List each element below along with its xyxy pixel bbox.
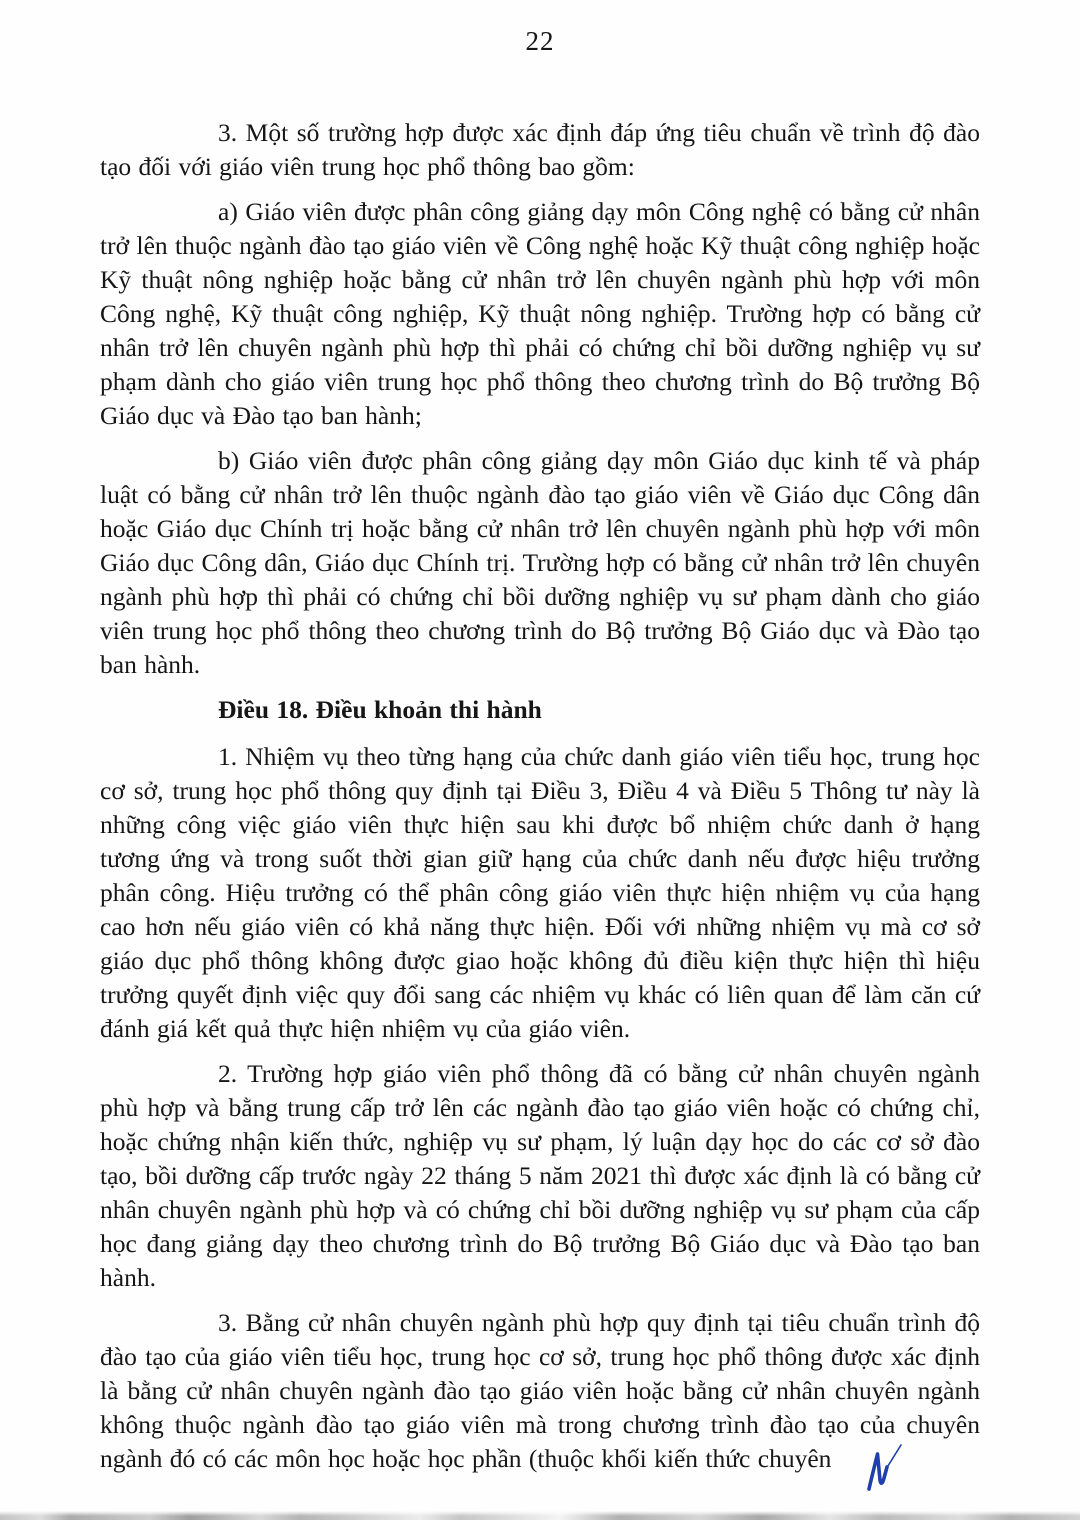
paragraph-clause-3-partial: 3. Bằng cử nhân chuyên ngành phù hợp quy định tại tiêu chuẩn trình độ đào tạo của giáo viên tiểu học, trung học cơ sở, trung học phổ thông được xác định là bằng cử nhân chuyên ngành đào tạo giáo viên hoặc bằng cử nhân chuyên ngành không thuộc ngành đào tạo giáo viên mà trong chương trình đào tạo của chuyên ngành đó có các môn học hoặc học phần (thuộc khối kiến thức chuyên — [100, 1308, 980, 1473]
pen-initial-mark-icon — [864, 1442, 906, 1492]
paragraph-intro-3: 3. Một số trường hợp được xác định đáp ứng tiêu chuẩn về trình độ đào tạo đối với giáo viên trung học phổ thông bao gồm: — [100, 118, 980, 181]
section-heading-dieu-18: Điều 18. Điều khoản thi hành — [218, 695, 542, 724]
paragraph-clause-1: 1. Nhiệm vụ theo từng hạng của chức danh giáo viên tiểu học, trung học cơ sở, trung học phổ thông quy định tại Điều 3, Điều 4 và Điều 5 Thông tư này là những công việc giáo viên thực hiện sau khi được bổ nhiệm chức danh ở hạng tương ứng và trong suốt thời gian giữ hạng của chức danh nếu được hiệu trưởng phân công. Hiệu trưởng có thể phân công giáo viên thực hiện nhiệm vụ của hạng cao hơn nếu giáo viên có khả năng thực hiện. Đối với những nhiệm vụ mà cơ sở giáo dục phổ thông không được giao hoặc không đủ điều kiện thực hiện thì hiệu trưởng quyết định việc quy đổi sang các nhiệm vụ khác có liên quan để làm căn cứ đánh giá kết quả thực hiện nhiệm vụ của giáo viên. — [100, 742, 980, 1043]
scan-edge-artifact — [0, 1511, 1080, 1520]
document-body — [100, 116, 980, 1487]
paragraph-point-a: a) Giáo viên được phân công giảng dạy môn Công nghệ có bằng cử nhân trở lên thuộc ngành đào tạo giáo viên về Công nghệ hoặc Kỹ thuật công nghiệp hoặc Kỹ thuật nông nghiệp hoặc bằng cử nhân trở lên chuyên ngành phù hợp với môn Công nghệ, Kỹ thuật công nghiệp, Kỹ thuật nông nghiệp. Trường hợp có bằng cử nhân trở lên chuyên ngành phù hợp thì phải có chứng chỉ bồi dưỡng nghiệp vụ sư phạm dành cho giáo viên trung học phổ thông theo chương trình do Bộ trưởng Bộ Giáo dục và Đào tạo ban hành; — [100, 197, 980, 430]
paragraph-clause-2: 2. Trường hợp giáo viên phổ thông đã có bằng cử nhân chuyên ngành phù hợp và bằng trung cấp trở lên các ngành đào tạo giáo viên hoặc có chứng chỉ, hoặc chứng nhận kiến thức, nghiệp vụ sư phạm, lý luận dạy học do các cơ sở đào tạo, bồi dưỡng cấp trước ngày 22 tháng 5 năm 2021 thì được xác định là có bằng cử nhân chuyên ngành phù hợp và có chứng chỉ bồi dưỡng nghiệp vụ sư phạm của cấp học đang giảng dạy theo chương trình do Bộ trưởng Bộ Giáo dục và Đào tạo ban hành. — [100, 1059, 980, 1292]
paragraph-point-b: b) Giáo viên được phân công giảng dạy môn Giáo dục kinh tế và pháp luật có bằng cử nhân trở lên thuộc ngành đào tạo giáo viên về Giáo dục Công dân hoặc Giáo dục Chính trị hoặc bằng cử nhân trở lên chuyên ngành phù hợp với môn Giáo dục Công dân, Giáo dục Chính trị. Trường hợp có bằng cử nhân trở lên chuyên ngành phù hợp thì phải có chứng chỉ bồi dưỡng nghiệp vụ sư phạm dành cho giáo viên trung học phổ thông theo chương trình do Bộ trưởng Bộ Giáo dục và Đào tạo ban hành. — [100, 446, 980, 679]
page-number: 22 — [525, 26, 555, 56]
